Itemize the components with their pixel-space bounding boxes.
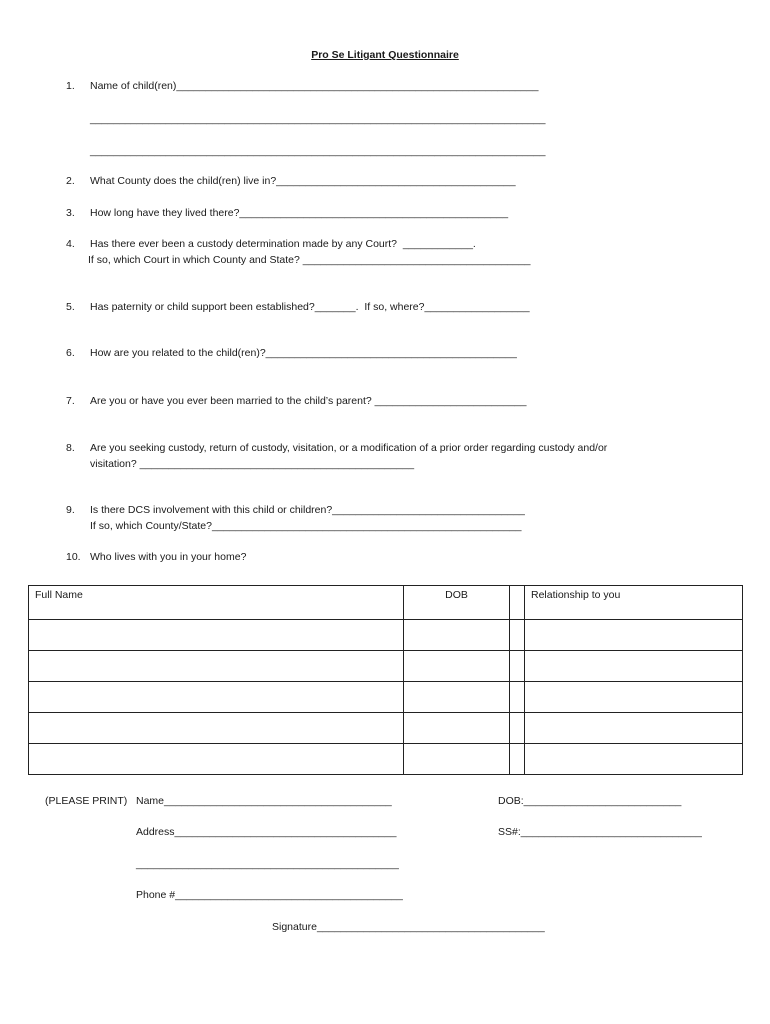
question-number: 5. [66,301,75,313]
question-answer-line[interactable]: ______________________________________________________________________________ [90,145,546,157]
cell-dob[interactable] [404,713,510,744]
page-title: Pro Se Litigant Questionnaire [311,49,459,61]
address-field[interactable]: Address______________________________________ [136,826,397,838]
name-field[interactable]: Name_______________________________________ [136,795,392,807]
cell-full-name[interactable] [29,620,404,651]
table-row [29,620,743,651]
cell-dob[interactable] [404,620,510,651]
cell-spacer [510,744,525,775]
ssn-field[interactable]: SS#:_______________________________ [498,826,702,838]
column-header-spacer [510,586,525,620]
question-text[interactable]: How are you related to the child(ren)?___________________________________________ [90,347,517,359]
question-text[interactable]: How long have they lived there?______________________________________________ [90,207,509,219]
question-text: Who lives with you in your home? [90,551,247,563]
question-number: 4. [66,238,75,250]
question-number: 6. [66,347,75,359]
question-answer-line[interactable]: ______________________________________________________________________________ [90,113,546,125]
question-text[interactable]: What County does the child(ren) live in?_________________________________________ [90,175,516,187]
cell-spacer [510,620,525,651]
cell-dob[interactable] [404,651,510,682]
cell-full-name[interactable] [29,713,404,744]
table-header-row [29,586,743,620]
cell-full-name[interactable] [29,744,404,775]
cell-spacer [510,651,525,682]
cell-dob[interactable] [404,744,510,775]
question-number: 7. [66,395,75,407]
column-header-full-name: Full Name [29,586,404,620]
question-number: 2. [66,175,75,187]
cell-relationship[interactable] [525,620,743,651]
signature-field[interactable]: Signature_______________________________________ [272,921,545,933]
column-header-relationship: Relationship to you [525,586,743,620]
table-row [29,713,743,744]
question-text[interactable]: Name of child(ren)______________________________________________________________ [90,80,539,92]
table-row [29,651,743,682]
question-number: 3. [66,207,75,219]
question-number: 9. [66,504,75,516]
phone-field[interactable]: Phone #_______________________________________ [136,889,403,901]
column-header-dob: DOB [404,586,510,620]
question-text[interactable]: Are you seeking custody, return of custody, visitation, or a modification of a prior order regarding custody and/or [90,442,608,454]
cell-spacer [510,682,525,713]
question-number: 1. [66,80,75,92]
question-text[interactable]: Has there ever been a custody determination made by any Court? ____________. [90,238,476,250]
cell-full-name[interactable] [29,682,404,713]
question-number: 10. [66,551,81,563]
question-text[interactable]: Are you or have you ever been married to the child’s parent? __________________________ [90,395,527,407]
dob-field[interactable]: DOB:___________________________ [498,795,682,807]
cell-full-name[interactable] [29,651,404,682]
cell-relationship[interactable] [525,651,743,682]
address-line-2-field[interactable]: _____________________________________________ [136,858,399,870]
question-subtext[interactable]: If so, which County/State?_____________________________________________________ [90,520,522,532]
question-text[interactable]: Has paternity or child support been established?_______. If so, where?__________________ [90,301,530,313]
question-subtext[interactable]: If so, which Court in which County and State? _______________________________________ [88,254,531,266]
cell-dob[interactable] [404,682,510,713]
household-table [28,585,743,775]
question-text[interactable]: Is there DCS involvement with this child or children?_________________________________ [90,504,525,516]
cell-relationship[interactable] [525,713,743,744]
cell-spacer [510,713,525,744]
question-subtext[interactable]: visitation? _______________________________________________ [90,458,415,470]
please-print-label: (PLEASE PRINT) [45,795,128,807]
question-number: 8. [66,442,75,454]
table-row [29,682,743,713]
table-row [29,744,743,775]
cell-relationship[interactable] [525,682,743,713]
cell-relationship[interactable] [525,744,743,775]
